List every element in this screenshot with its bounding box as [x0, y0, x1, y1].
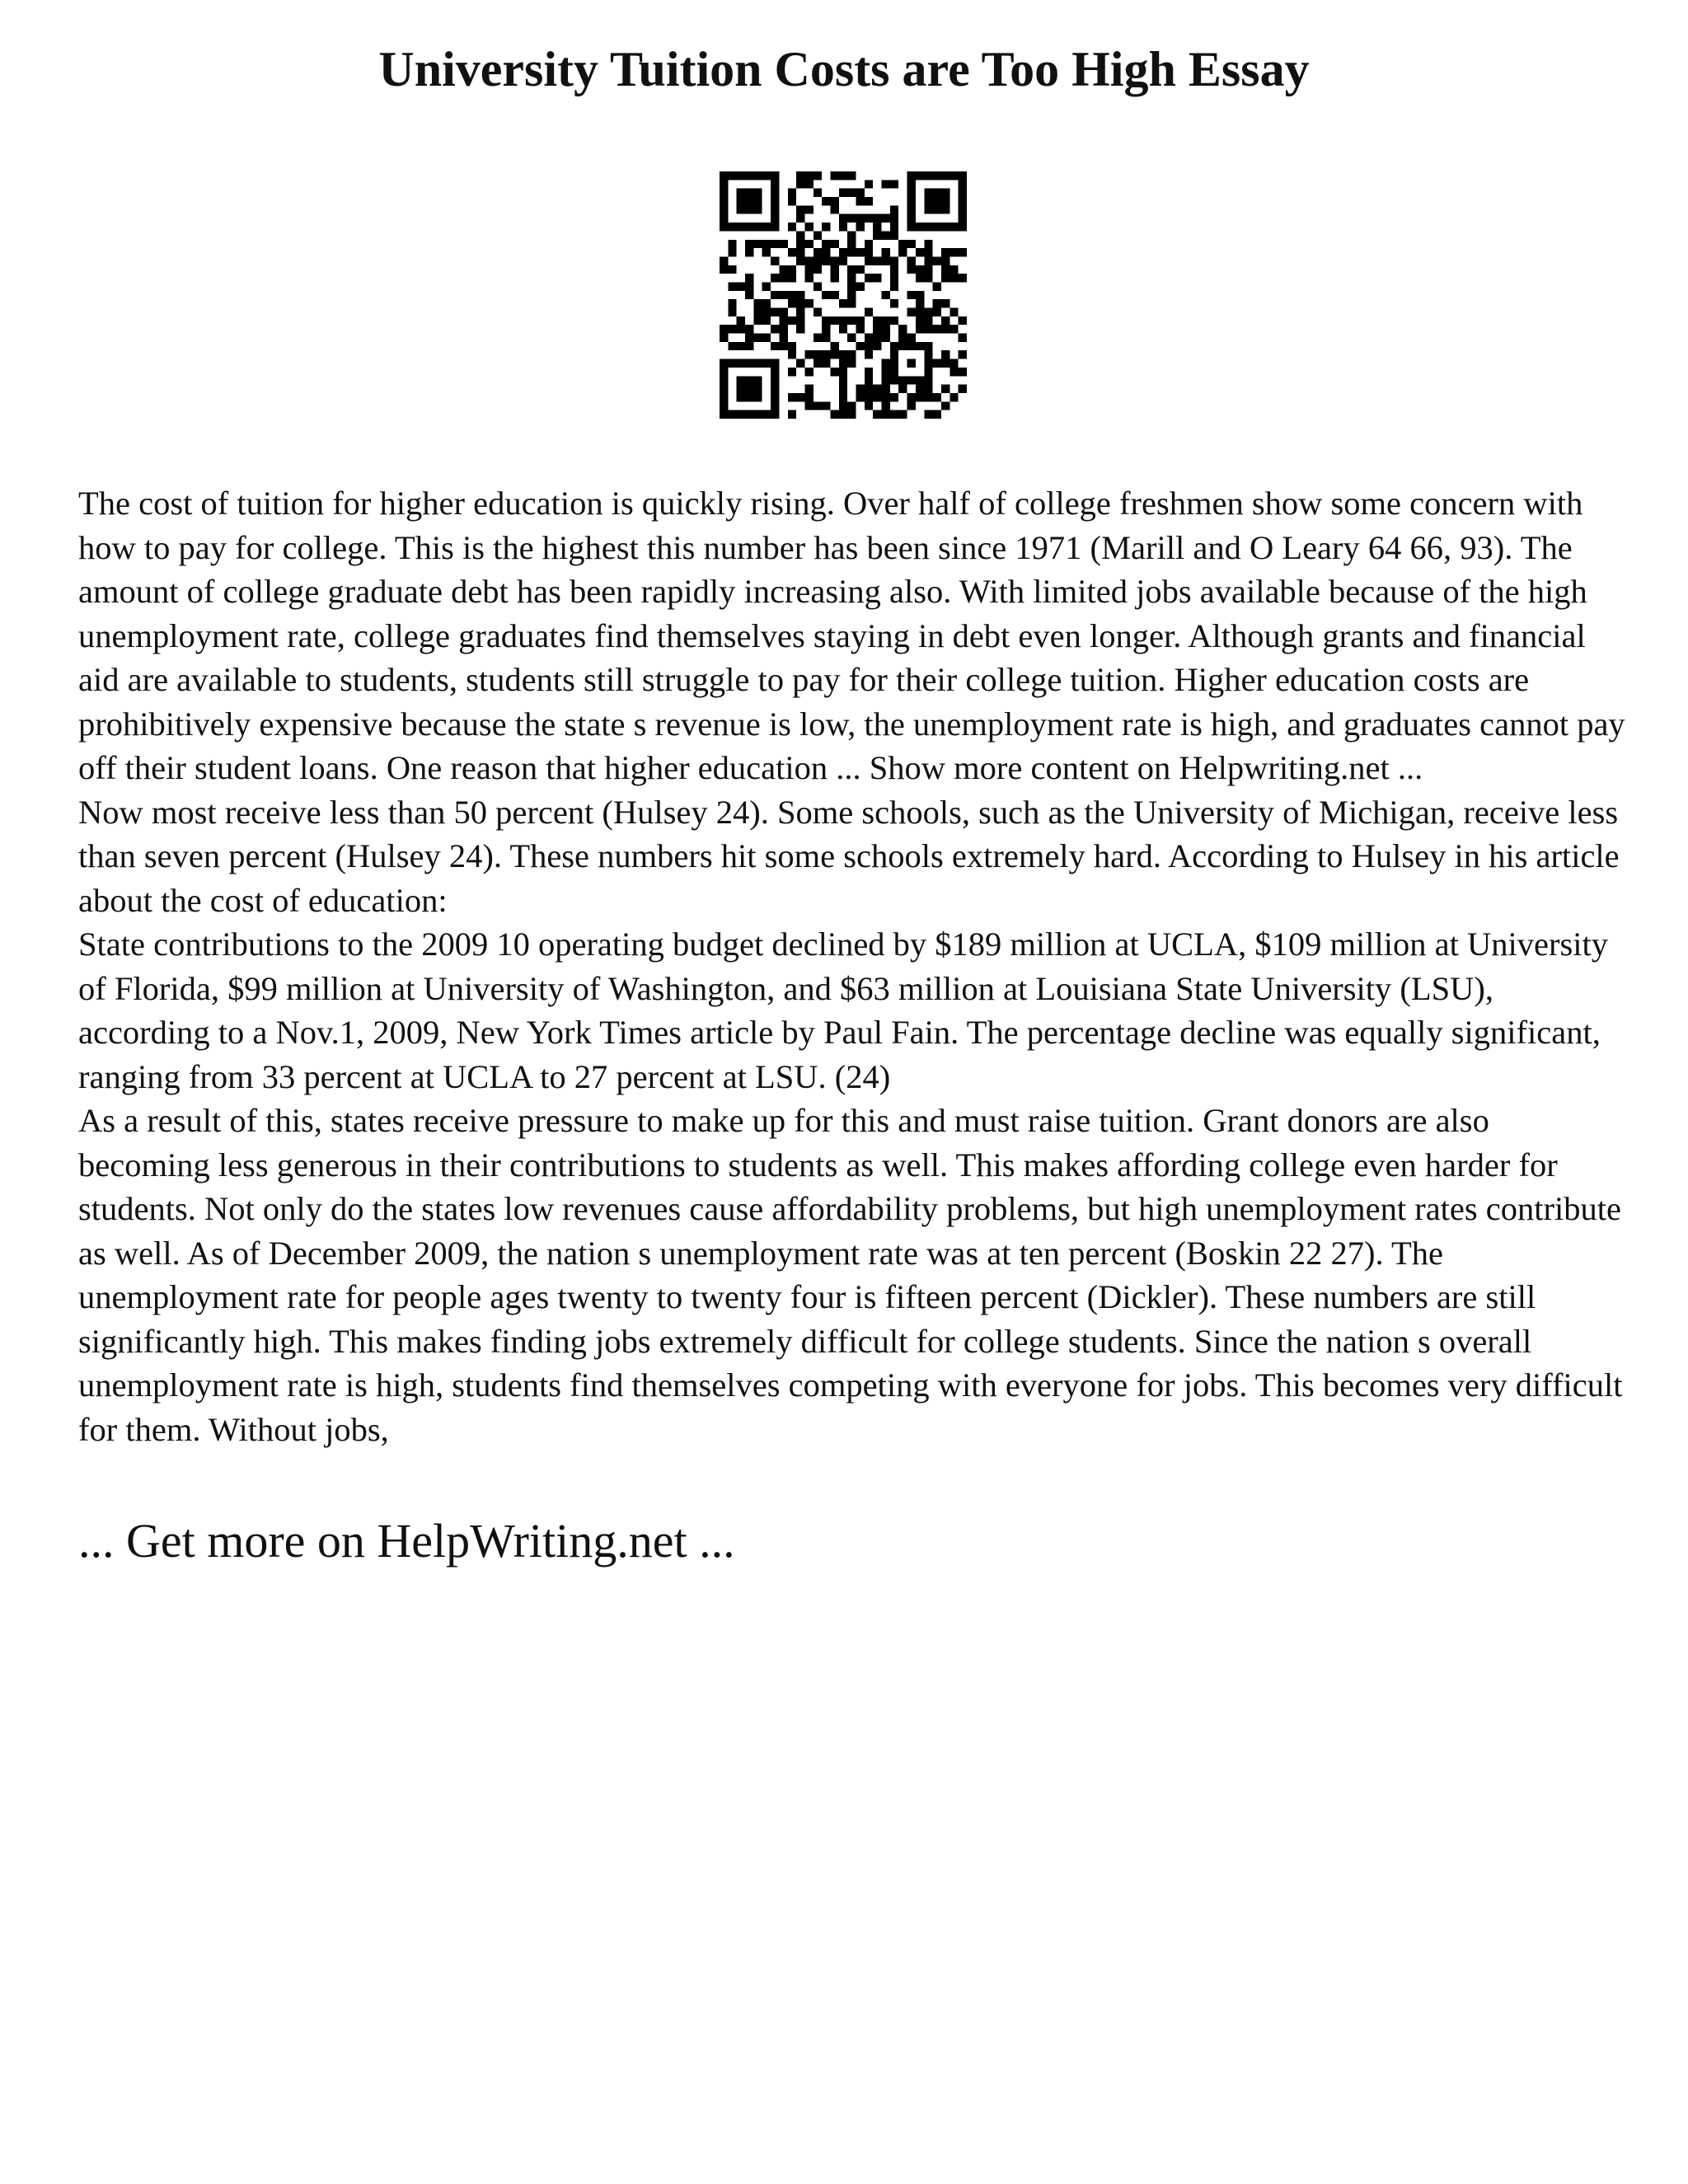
paragraph-1: The cost of tuition for higher education is quickly rising. Over half of college freshmen show some concern with how to pay for college. This is the highest this number has been since 1971 (Marill and O Leary 64 66, 93). The amount of college graduate debt has been rapidly increasing also. With limited jobs available because of the high unemployment rate, college graduates find themselves staying in debt even longer. Although grants and financial aid are available to students, students still struggle to pay for their college tuition. Higher education costs are prohibitively expensive because the state s revenue is low, the unemployment rate is high, and graduates cannot pay off their student loans. One reason that higher education ... Show more content on Helpwriting.net ...: [78, 485, 1625, 786]
paragraph-4: As a result of this, states receive pressure to make up for this and must raise tuition. Grant donors are also becoming less generous in their contributions to students as well. This makes affording college even harder for students. Not only do the states low revenues cause affordability problems, but high unemployment rates contribute as well. As of December 2009, the nation s unemployment rate was at ten percent (Boskin 22 27). The unemployment rate for people ages twenty to twenty four is fifteen percent (Dickler). These numbers are still significantly high. This makes finding jobs extremely difficult for college students. Since the nation s overall unemployment rate is high, students find themselves competing with everyone for jobs. This becomes very difficult for them. Without jobs,: [78, 1102, 1623, 1448]
document-title: University Tuition Costs are Too High Essay: [378, 42, 1310, 96]
get-more-link[interactable]: ... Get more on HelpWriting.net ...: [78, 1514, 735, 1568]
paragraph-2: Now most receive less than 50 percent (Hulsey 24). Some schools, such as the University of Michigan, receive less than seven percent (Hulsey 24). These numbers hit some schools extremely hard. According to Hulsey in his article about the cost of education:: [78, 793, 1620, 919]
qr-code-icon[interactable]: [720, 171, 967, 419]
essay-body: [78, 481, 1628, 1451]
paragraph-3: State contributions to the 2009 10 operating budget declined by $189 million at UCLA, $109 million at University of Florida, $99 million at University of Washington, and $63 million at Louisiana State University (LSU), according to a Nov.1, 2009, New York Times article by Paul Fain. The percentage decline was equally significant, ranging from 33 percent at UCLA to 27 percent at LSU. (24): [78, 926, 1608, 1095]
